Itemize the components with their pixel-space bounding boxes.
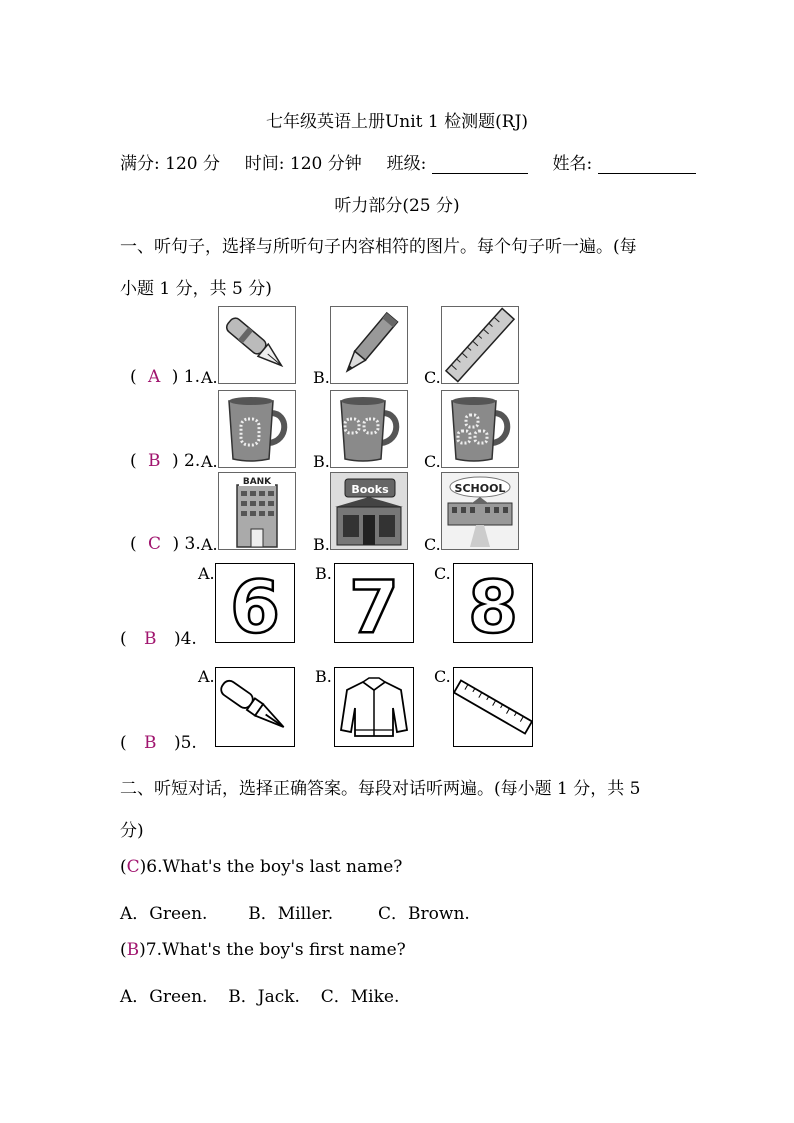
q5-option-a-label: A. (198, 667, 215, 686)
name-label: 姓名: (552, 154, 593, 174)
q1-option-a-label: A. (201, 368, 218, 387)
ruler-icon (454, 668, 532, 746)
q3-option-b-label: B. (313, 535, 330, 554)
section2-instruction-line2: 分) (120, 821, 144, 841)
answer-2: B (148, 451, 161, 471)
question-6-text: 6.What's the boy's last name? (146, 857, 403, 877)
cup-three-letters-picture[interactable] (441, 390, 519, 468)
class-blank[interactable] (432, 155, 528, 174)
full-score: 满分: 120 分 (120, 154, 220, 174)
digit-six: 6 (229, 565, 281, 642)
q5-option-c-label: C. (434, 667, 451, 686)
section1-instruction-line2: 小题 1 分，共 5 分) (120, 279, 272, 299)
bank-picture[interactable] (218, 472, 296, 550)
digit-six-icon (216, 564, 294, 642)
question-5-prefix: ( B )5. (120, 733, 197, 753)
bookstore-icon (331, 473, 407, 549)
question-7-options (120, 982, 399, 1007)
q3-option-c-label: C. (424, 535, 441, 554)
fountain-pen-picture[interactable] (215, 667, 295, 747)
cup-icon (331, 391, 407, 467)
digit-seven-icon (335, 564, 413, 642)
exam-time: 时间: 120 分钟 (244, 154, 362, 174)
digit-eight: 8 (467, 565, 519, 642)
q3-option-a-label: A. (201, 535, 218, 554)
pen-icon (219, 307, 295, 383)
name-blank[interactable] (598, 155, 696, 174)
question-6-options (120, 899, 470, 924)
q2-option-b-label: B. (313, 452, 330, 471)
class-label: 班级: (386, 154, 427, 174)
jacket-picture[interactable] (334, 667, 414, 747)
question-7-text: 7.What's the boy's first name? (145, 940, 406, 960)
ruler-icon (442, 307, 518, 383)
pen-picture[interactable] (218, 306, 296, 384)
jacket-icon (335, 668, 413, 746)
q5-option-b-label: B. (315, 667, 332, 686)
q4-option-b-label: B. (315, 564, 332, 583)
digit-eight-icon (454, 564, 532, 642)
pencil-icon (331, 307, 407, 383)
cup-icon (219, 391, 295, 467)
answer-4: B (144, 629, 157, 649)
books-sign: Books (351, 483, 389, 496)
q6-option-c: C．Brown. (378, 904, 470, 924)
q2-option-c-label: C. (424, 452, 441, 471)
q4-option-c-label: C. (434, 564, 451, 583)
cup-one-letter-picture[interactable] (218, 390, 296, 468)
school-sign: SCHOOL (454, 482, 506, 495)
answer-6: C (126, 857, 140, 877)
question-2-prefix: ( B ) 2. (130, 451, 201, 471)
q1-option-b-label: B. (313, 368, 330, 387)
cup-two-letters-picture[interactable] (330, 390, 408, 468)
question-3-prefix: ( C ) 3. (130, 534, 201, 554)
cup-icon (442, 391, 518, 467)
q1-option-c-label: C. (424, 368, 441, 387)
fountain-pen-icon (216, 668, 294, 746)
q7-option-b: B．Jack. (228, 987, 300, 1007)
q7-option-a: A．Green. (120, 987, 208, 1007)
digit-seven: 7 (348, 565, 400, 642)
question-6: (C)6.What's the boy's last name? (120, 857, 403, 877)
q6-option-a: A．Green. (120, 904, 208, 924)
number-seven-picture[interactable] (334, 563, 414, 643)
answer-7: B (126, 940, 140, 960)
question-7: (B)7.What's the boy's first name? (120, 940, 406, 960)
bank-building-icon (219, 473, 295, 549)
q7-option-c: C．Mike. (320, 987, 400, 1007)
question-4-prefix: ( B )4. (120, 629, 197, 649)
bookstore-picture[interactable] (330, 472, 408, 550)
q4-option-a-label: A. (198, 564, 215, 583)
bank-sign: BANK (242, 477, 272, 487)
question-1-prefix: ( A ) 1. (130, 367, 201, 387)
pencil-picture[interactable] (330, 306, 408, 384)
number-six-picture[interactable] (215, 563, 295, 643)
answer-5: B (144, 733, 157, 753)
answer-1: A (148, 367, 161, 387)
q2-option-a-label: A. (201, 452, 218, 471)
ruler-outline-picture[interactable] (453, 667, 533, 747)
section2-instruction-line1: 二、听短对话，选择正确答案。每段对话听两遍。(每小题 1 分，共 5 (120, 779, 641, 799)
school-picture[interactable] (441, 472, 519, 550)
listening-heading: 听力部分(25 分) (334, 196, 460, 216)
answer-3: C (148, 534, 162, 554)
ruler-picture[interactable] (441, 306, 519, 384)
school-building-icon (442, 473, 518, 549)
exam-info (120, 149, 696, 174)
section1-instruction-line1: 一、听句子，选择与所听句子内容相符的图片。每个句子听一遍。(每 (120, 237, 637, 257)
number-eight-picture[interactable] (453, 563, 533, 643)
q6-option-b: B．Miller. (248, 904, 334, 924)
page-title: 七年级英语上册Unit 1 检测题(RJ) (265, 112, 529, 132)
